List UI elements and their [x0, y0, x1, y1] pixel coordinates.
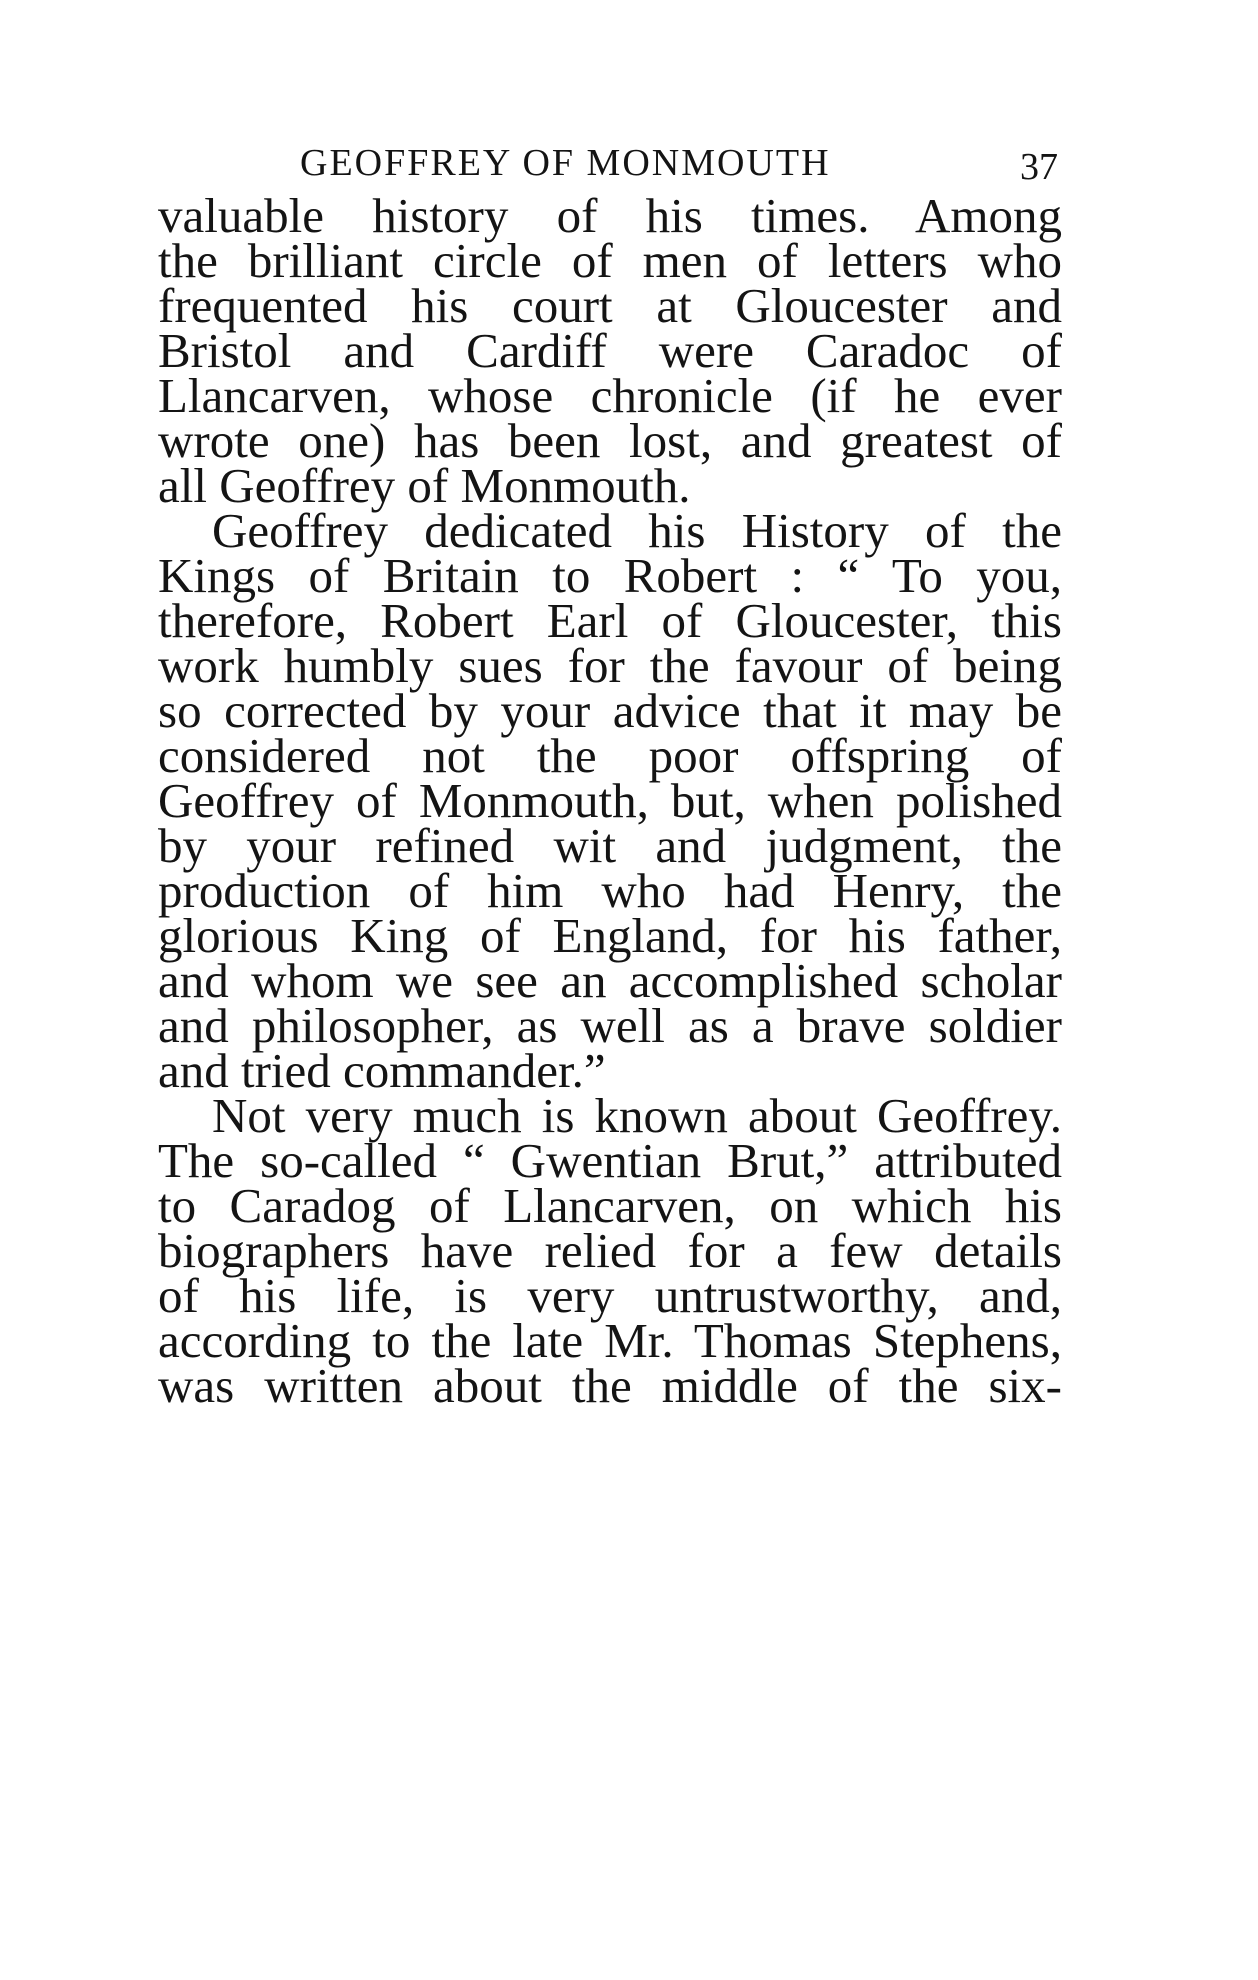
text-line: valuable history of his times. Among [158, 188, 1062, 243]
text-line: glorious King of England, for his father, [158, 908, 1062, 963]
text-line: Bristol and Cardiff were Caradoc of [158, 323, 1062, 378]
text-line: and tried commander.” [158, 1043, 606, 1098]
text-line: considered not the poor offspring of [158, 728, 1062, 783]
text-line: Kings of Britain to Robert : “ To you, [158, 548, 1062, 603]
paragraph-first-line: Not very much is known about Geoffrey. [212, 1088, 1062, 1143]
text-line: frequented his court at Gloucester and [158, 278, 1062, 333]
text-line: of his life, is very untrustworthy, and, [158, 1268, 1062, 1323]
text-line: was written about the middle of the six- [158, 1358, 1062, 1413]
text-line: so corrected by your advice that it may be [158, 683, 1062, 738]
text-line: production of him who had Henry, the [158, 863, 1062, 918]
text-line: by your refined wit and judgment, the [158, 818, 1062, 873]
page-number: 37 [1020, 146, 1058, 188]
text-line: wrote one) has been lost, and greatest of [158, 413, 1062, 468]
paragraph-first-line: Geoffrey dedicated his History of the [212, 503, 1062, 558]
running-head: GEOFFREY OF MONMOUTH [300, 142, 831, 184]
text-line: all Geoffrey of Monmouth. [158, 458, 691, 513]
text-line: work humbly sues for the favour of being [158, 638, 1062, 693]
text-line: Geoffrey of Monmouth, but, when polished [158, 773, 1062, 828]
text-line: Llancarven, whose chronicle (if he ever [158, 368, 1062, 423]
text-line: according to the late Mr. Thomas Stephens, [158, 1313, 1062, 1368]
text-line: The so-called “ Gwentian Brut,” attributed [158, 1133, 1062, 1188]
text-line: therefore, Robert Earl of Gloucester, this [158, 593, 1062, 648]
text-line: to Caradog of Llancarven, on which his [158, 1178, 1062, 1233]
text-line: biographers have relied for a few details [158, 1223, 1062, 1278]
text-line: and philosopher, as well as a brave soldier [158, 998, 1062, 1053]
text-line: and whom we see an accomplished scholar [158, 953, 1062, 1008]
text-line: the brilliant circle of men of letters who [158, 233, 1062, 288]
